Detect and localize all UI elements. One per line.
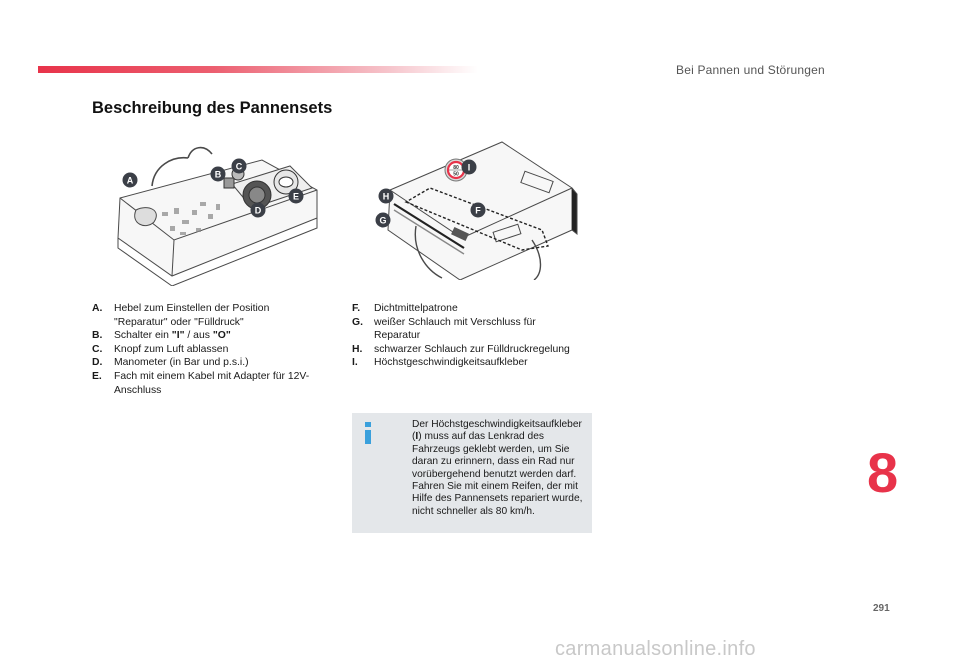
header-accent-bar xyxy=(38,66,478,73)
item-text xyxy=(114,330,231,341)
chapter-number: 8 xyxy=(867,441,899,504)
item-key: B. xyxy=(92,330,103,342)
legend-list-left xyxy=(92,302,312,397)
callout-f-label: F xyxy=(475,205,481,216)
item-key: H. xyxy=(352,343,363,355)
page-number: 291 xyxy=(873,603,890,614)
item-key: C. xyxy=(92,343,103,355)
callout-d-label: D xyxy=(254,205,262,216)
info-text-part: ) muss auf das Lenkrad des Fahrzeugs geklebt werden, um Sie daran zu erinnern, dass ein Rad nur vorübergehend benutzt werden darf. Fahren Sie mit einem Reifen, der mit Hilfe des Pannensets repariert wurde, nicht schneller als 80 km/h. xyxy=(412,431,583,517)
callout-e-label: E xyxy=(292,191,300,202)
item-key: E. xyxy=(92,370,102,382)
info-icon xyxy=(362,422,374,444)
legend-list-right xyxy=(352,302,602,370)
item-text: Höchstgeschwindigkeitsaufkleber xyxy=(374,357,528,369)
info-box xyxy=(352,413,592,533)
list-item xyxy=(352,302,602,316)
item-text: schwarzer Schlauch zur Fülldruckregelung xyxy=(374,343,570,355)
section-title: Bei Pannen und Störungen xyxy=(676,63,825,77)
callout-i-label: I xyxy=(467,162,471,173)
sticker-speed-bottom: 50 xyxy=(453,171,459,178)
watermark: carmanualsonline.info xyxy=(555,638,756,660)
list-item xyxy=(92,370,312,397)
callouts-left xyxy=(112,138,322,286)
item-text: Knopf zum Luft ablassen xyxy=(114,343,229,355)
item-strong: "O" xyxy=(212,330,231,342)
sticker-speed-top: 80 xyxy=(453,165,459,171)
item-key: A. xyxy=(92,303,103,314)
callout-b-label: B xyxy=(214,169,222,180)
info-text xyxy=(412,419,590,518)
list-item xyxy=(352,316,574,343)
item-text: Manometer (in Bar und p.s.i.) xyxy=(114,357,249,369)
info-text-part: Der Höchstgeschwindigkeitsaufkleber ( xyxy=(412,419,582,443)
callout-g-label: G xyxy=(379,215,387,226)
list-item xyxy=(352,356,602,370)
page-heading: Beschreibung des Pannensets xyxy=(92,99,333,117)
item-key: D. xyxy=(92,357,103,369)
item-text-part: / aus xyxy=(184,330,213,342)
item-key: F. xyxy=(352,303,361,314)
sealant-kit-illustration xyxy=(372,130,582,280)
info-text-strong: I xyxy=(415,431,419,443)
callout-h-label: H xyxy=(382,191,390,202)
item-text: Hebel zum Einstellen der Position "Reparatur" oder "Fülldruck" xyxy=(114,303,270,328)
list-item xyxy=(92,329,312,343)
item-text: weißer Schlauch mit Verschluss für Reparatur xyxy=(374,316,536,342)
callout-a-label: A xyxy=(126,175,134,186)
item-key: G. xyxy=(352,316,363,328)
item-text: Dichtmittelpatrone xyxy=(374,303,458,314)
item-key: I. xyxy=(352,357,358,369)
item-text-part: Schalter ein xyxy=(114,330,172,342)
item-strong: "I" xyxy=(171,330,185,342)
list-item xyxy=(92,356,312,370)
list-item xyxy=(352,343,602,357)
callout-c-label: C xyxy=(235,161,243,172)
list-item xyxy=(92,302,312,329)
list-item xyxy=(92,343,312,357)
item-text: Fach mit einem Kabel mit Adapter für 12V-Anschluss xyxy=(114,370,310,396)
